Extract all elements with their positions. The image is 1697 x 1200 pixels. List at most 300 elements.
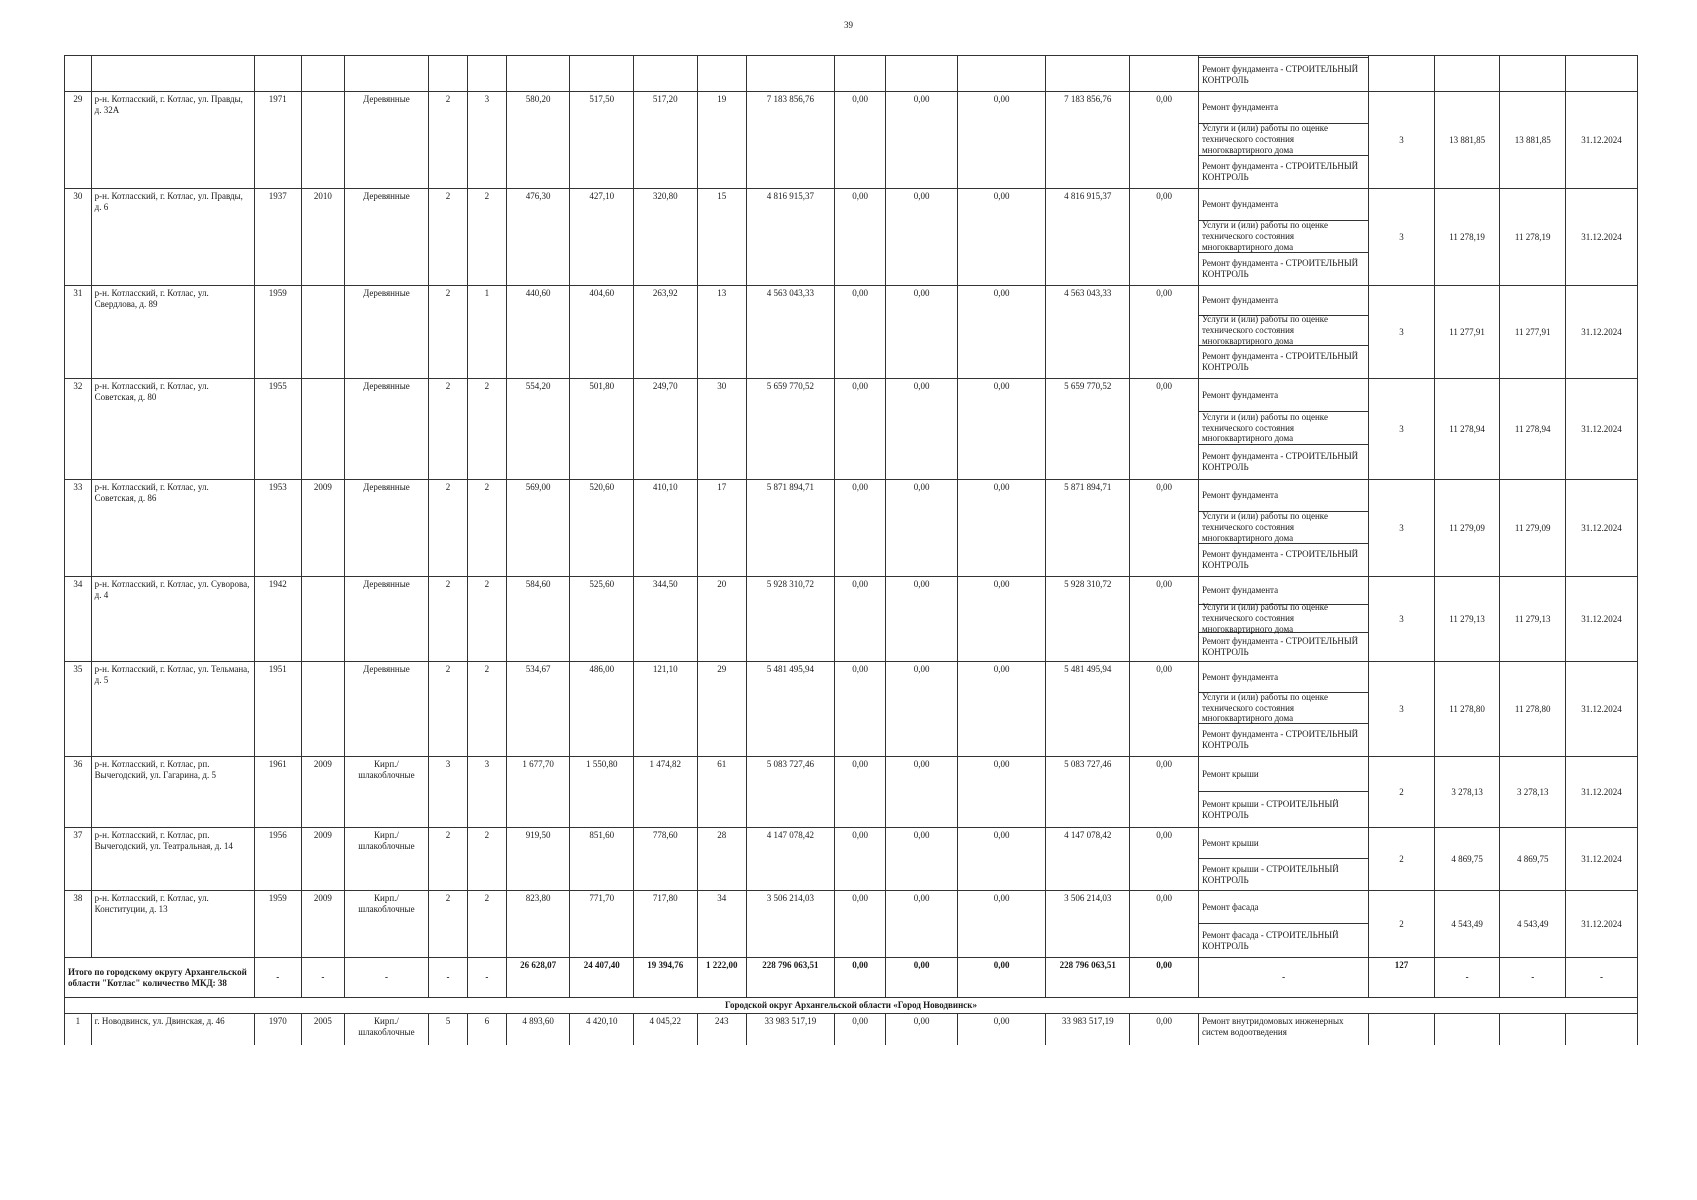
- total-area-cell: 569,00: [506, 480, 570, 577]
- max-cost-cell: 11 279,09: [1500, 480, 1566, 577]
- residents-cell: 17: [697, 480, 746, 577]
- total-area-cell: 823,80: [506, 891, 570, 958]
- address-cell: р-н. Котласский, г. Котлас, ул. Тельмана, д. 5: [91, 662, 254, 757]
- residents-cell: 29: [697, 662, 746, 757]
- fund-regional-cell: 0,00: [886, 189, 958, 286]
- max-cost-cell: 11 278,94: [1500, 379, 1566, 480]
- work-item: Ремонт фундамента - СТРОИТЕЛЬНЫЙ КОНТРОЛЬ: [1201, 729, 1359, 750]
- floors-cell: 2: [428, 480, 467, 577]
- floors-cell: 2: [428, 286, 467, 379]
- residents-cell: 30: [697, 379, 746, 480]
- work-item: Ремонт фундамента - СТРОИТЕЛЬНЫЙ КОНТРОЛЬ: [1201, 258, 1359, 279]
- fund-other-cell: 0,00: [1130, 92, 1199, 189]
- floors-cell: 2: [428, 662, 467, 757]
- table-row: [65, 92, 1638, 189]
- row-number-cell: 35: [65, 662, 92, 757]
- total-dash-cell: -: [1198, 958, 1368, 998]
- cost-total-cell: 5 871 894,71: [746, 480, 834, 577]
- fund-regional-cell: 0,00: [886, 828, 958, 891]
- cost-total-cell: 4 816 915,37: [746, 189, 834, 286]
- fund-regional-cell: 0,00: [886, 480, 958, 577]
- work-item: Услуги и (или) работы по оценке технического состояния многоквартирного дома: [1199, 605, 1368, 633]
- total-fund-mun-cell: 0,00: [958, 958, 1046, 998]
- residential-area-cell: 4 045,22: [634, 1013, 698, 1045]
- floors-cell: 2: [428, 577, 467, 662]
- max-cost-cell: 11 278,80: [1500, 662, 1566, 757]
- year-repair-cell: [301, 286, 344, 379]
- residents-cell: 13: [697, 286, 746, 379]
- residential-area-cell: 344,50: [634, 577, 698, 662]
- fund-other-cell: 0,00: [1130, 189, 1199, 286]
- year-repair-cell: 2010: [301, 189, 344, 286]
- work-item: Услуги и (или) работы по оценке технического состояния многоквартирного дома: [1199, 693, 1368, 724]
- year-built-cell: 1961: [254, 757, 301, 828]
- deadline-cell: 31.12.2024: [1566, 286, 1638, 379]
- work-item: Ремонт фундамента: [1199, 189, 1368, 221]
- fund-other-cell: 0,00: [1130, 757, 1199, 828]
- residential-area-cell: 249,70: [634, 379, 698, 480]
- table-row: [65, 1013, 1638, 1045]
- fund-municipal-cell: 0,00: [958, 891, 1046, 958]
- total-residents-cell: 1 222,00: [697, 958, 746, 998]
- fund-regional-cell: 0,00: [886, 757, 958, 828]
- works-cell: [1198, 662, 1368, 757]
- residents-cell: 34: [697, 891, 746, 958]
- works-cell: [1198, 480, 1368, 577]
- work-item: Ремонт крыши: [1199, 828, 1368, 859]
- total-area-cell: 440,60: [506, 286, 570, 379]
- residents-cell: 19: [697, 92, 746, 189]
- table-row: [65, 189, 1638, 286]
- total-area-cell: 476,30: [506, 189, 570, 286]
- total-dash-cell: -: [1566, 958, 1638, 998]
- fund-owners-cell: 33 983 517,19: [1046, 1013, 1130, 1045]
- floors-cell: 2: [428, 92, 467, 189]
- cost-total-cell: 3 506 214,03: [746, 891, 834, 958]
- wall-material-cell: Кирп./ шлакоблочные: [344, 891, 428, 958]
- year-repair-cell: [301, 92, 344, 189]
- address-cell: р-н. Котласский, г. Котлас, ул. Советская, д. 80: [91, 379, 254, 480]
- wall-material-cell: Кирп./ шлакоблочные: [344, 1013, 428, 1045]
- fund-owners-cell: 7 183 856,76: [1046, 92, 1130, 189]
- address-cell: р-н. Котласский, г. Котлас, рп. Вычегодский, ул. Гагарина, д. 5: [91, 757, 254, 828]
- table-row: [65, 286, 1638, 379]
- max-cost-cell: 11 278,19: [1500, 189, 1566, 286]
- wall-material-cell: Кирп./ шлакоблочные: [344, 757, 428, 828]
- work-item: Ремонт крыши - СТРОИТЕЛЬНЫЙ КОНТРОЛЬ: [1201, 798, 1339, 820]
- residential-area-cell: 410,10: [634, 480, 698, 577]
- total-fund-reg-cell: 0,00: [886, 958, 958, 998]
- residents-cell: 20: [697, 577, 746, 662]
- cost-total-cell: 5 659 770,52: [746, 379, 834, 480]
- entrances-cell: 3: [467, 92, 506, 189]
- unit-cost-cell: 11 278,19: [1434, 189, 1500, 286]
- total-row: [65, 958, 1638, 998]
- entrances-cell: 2: [467, 828, 506, 891]
- row-number-cell: 31: [65, 286, 92, 379]
- entrances-cell: 3: [467, 757, 506, 828]
- repair-program-table: [64, 55, 1638, 1045]
- fund-regional-cell: 0,00: [886, 379, 958, 480]
- fund-municipal-cell: 0,00: [958, 757, 1046, 828]
- year-built-cell: 1956: [254, 828, 301, 891]
- living-area-cell: 525,60: [570, 577, 634, 662]
- residential-area-cell: 1 474,82: [634, 757, 698, 828]
- wall-material-cell: Деревянные: [344, 577, 428, 662]
- total-area-cell: 534,67: [506, 662, 570, 757]
- year-built-cell: 1951: [254, 662, 301, 757]
- year-built-cell: 1942: [254, 577, 301, 662]
- address-cell: р-н. Котласский, г. Котлас, ул. Советская, д. 86: [91, 480, 254, 577]
- entrances-cell: 2: [467, 891, 506, 958]
- unit-cost-cell: 11 278,94: [1434, 379, 1500, 480]
- fund-municipal-cell: 0,00: [958, 286, 1046, 379]
- fund-regional-cell: 0,00: [886, 92, 958, 189]
- fund-regional-cell: 0,00: [886, 577, 958, 662]
- fund-federal-cell: 0,00: [834, 92, 885, 189]
- unit-cost-cell: 13 881,85: [1434, 92, 1500, 189]
- fund-federal-cell: 0,00: [834, 189, 885, 286]
- total-dash-cell: -: [254, 958, 301, 998]
- fund-federal-cell: 0,00: [834, 379, 885, 480]
- year-repair-cell: 2009: [301, 757, 344, 828]
- total-area-resid-cell: 19 394,76: [634, 958, 698, 998]
- work-item: Ремонт фундамента - СТРОИТЕЛЬНЫЙ КОНТРОЛЬ: [1199, 57, 1368, 91]
- work-count-cell: 3: [1369, 286, 1435, 379]
- row-number-cell: 37: [65, 828, 92, 891]
- total-dash-cell: -: [428, 958, 467, 998]
- work-item: Ремонт фундамента: [1199, 92, 1368, 124]
- entrances-cell: 2: [467, 480, 506, 577]
- work-item: Ремонт фундамента - СТРОИТЕЛЬНЫЙ КОНТРОЛЬ: [1201, 161, 1359, 182]
- entrances-cell: 6: [467, 1013, 506, 1045]
- row-number-cell: 29: [65, 92, 92, 189]
- table-row: [65, 379, 1638, 480]
- work-item: Услуги и (или) работы по оценке технического состояния многоквартирного дома: [1199, 124, 1368, 156]
- section-title: Городской округ Архангельской области «Город Новодвинск»: [65, 998, 1638, 1014]
- fund-regional-cell: 0,00: [886, 891, 958, 958]
- work-item: Услуги и (или) работы по оценке технического состояния многоквартирного дома: [1199, 316, 1368, 346]
- total-area-cell: 580,20: [506, 92, 570, 189]
- total-fund-own-cell: 228 796 063,51: [1046, 958, 1130, 998]
- row-number-cell: 1: [65, 1013, 92, 1045]
- fund-other-cell: 0,00: [1130, 891, 1199, 958]
- year-built-cell: 1937: [254, 189, 301, 286]
- fund-regional-cell: 0,00: [886, 662, 958, 757]
- living-area-cell: 4 420,10: [570, 1013, 634, 1045]
- fund-federal-cell: 0,00: [834, 662, 885, 757]
- table-row: [65, 891, 1638, 958]
- entrances-cell: 2: [467, 577, 506, 662]
- total-dash-cell: -: [344, 958, 428, 998]
- carryover-row: [65, 56, 1638, 92]
- address-cell: р-н. Котласский, г. Котлас, ул. Свердлова, д. 89: [91, 286, 254, 379]
- year-built-cell: 1959: [254, 891, 301, 958]
- living-area-cell: 771,70: [570, 891, 634, 958]
- wall-material-cell: Деревянные: [344, 480, 428, 577]
- work-item: Ремонт крыши - СТРОИТЕЛЬНЫЙ КОНТРОЛЬ: [1201, 863, 1339, 885]
- residential-area-cell: 320,80: [634, 189, 698, 286]
- wall-material-cell: Деревянные: [344, 662, 428, 757]
- row-number-cell: 38: [65, 891, 92, 958]
- work-count-cell: 3: [1369, 480, 1435, 577]
- total-dash-cell: -: [1434, 958, 1500, 998]
- table-row: [65, 757, 1638, 828]
- living-area-cell: 427,10: [570, 189, 634, 286]
- work-item: Ремонт фундамента: [1199, 662, 1368, 693]
- work-count-cell: 2: [1369, 828, 1435, 891]
- fund-federal-cell: 0,00: [834, 757, 885, 828]
- residents-cell: 15: [697, 189, 746, 286]
- work-item: Ремонт фасада - СТРОИТЕЛЬНЫЙ КОНТРОЛЬ: [1201, 929, 1339, 951]
- fund-municipal-cell: 0,00: [958, 662, 1046, 757]
- row-number-cell: 33: [65, 480, 92, 577]
- wall-material-cell: Деревянные: [344, 286, 428, 379]
- floors-cell: 2: [428, 189, 467, 286]
- total-fund-fed-cell: 0,00: [834, 958, 885, 998]
- address-cell: р-н. Котласский, г. Котлас, ул. Правды, д. 32А: [91, 92, 254, 189]
- address-cell: р-н. Котласский, г. Котлас, рп. Вычегодский, ул. Театральная, д. 14: [91, 828, 254, 891]
- cost-total-cell: 5 083 727,46: [746, 757, 834, 828]
- entrances-cell: 1: [467, 286, 506, 379]
- living-area-cell: 486,00: [570, 662, 634, 757]
- works-cell: [1198, 577, 1368, 662]
- works-cell: [1198, 189, 1368, 286]
- cost-total-cell: 5 481 495,94: [746, 662, 834, 757]
- fund-owners-cell: 5 083 727,46: [1046, 757, 1130, 828]
- total-area-total-cell: 26 628,07: [506, 958, 570, 998]
- max-cost-cell: 11 279,13: [1500, 577, 1566, 662]
- unit-cost-cell: 11 279,09: [1434, 480, 1500, 577]
- total-dash-cell: -: [301, 958, 344, 998]
- work-item: Ремонт фасада: [1199, 891, 1368, 924]
- row-number-cell: 36: [65, 757, 92, 828]
- total-area-cell: 1 677,70: [506, 757, 570, 828]
- total-cost-total-cell: 228 796 063,51: [746, 958, 834, 998]
- residents-cell: 243: [697, 1013, 746, 1045]
- fund-municipal-cell: 0,00: [958, 828, 1046, 891]
- fund-other-cell: 0,00: [1130, 1013, 1199, 1045]
- max-cost-cell: 4 869,75: [1500, 828, 1566, 891]
- work-item: Ремонт фундамента - СТРОИТЕЛЬНЫЙ КОНТРОЛЬ: [1201, 549, 1359, 570]
- floors-cell: 2: [428, 828, 467, 891]
- max-cost-cell: 11 277,91: [1500, 286, 1566, 379]
- work-item: Ремонт фундамента: [1199, 286, 1368, 316]
- living-area-cell: 520,60: [570, 480, 634, 577]
- cost-total-cell: 7 183 856,76: [746, 92, 834, 189]
- total-area-living-cell: 24 407,40: [570, 958, 634, 998]
- unit-cost-cell: 4 869,75: [1434, 828, 1500, 891]
- total-area-cell: 584,60: [506, 577, 570, 662]
- table-row: [65, 480, 1638, 577]
- total-dash-cell: -: [1500, 958, 1566, 998]
- deadline-cell: 31.12.2024: [1566, 891, 1638, 958]
- cost-total-cell: 33 983 517,19: [746, 1013, 834, 1045]
- floors-cell: 2: [428, 379, 467, 480]
- work-item: Услуги и (или) работы по оценке технического состояния многоквартирного дома: [1199, 221, 1368, 253]
- table-row: [65, 662, 1638, 757]
- deadline-cell: 31.12.2024: [1566, 379, 1638, 480]
- fund-other-cell: 0,00: [1130, 286, 1199, 379]
- work-item: Ремонт фундамента - СТРОИТЕЛЬНЫЙ КОНТРОЛЬ: [1201, 636, 1359, 657]
- living-area-cell: 851,60: [570, 828, 634, 891]
- fund-owners-cell: 5 659 770,52: [1046, 379, 1130, 480]
- wall-material-cell: Деревянные: [344, 379, 428, 480]
- works-cell: [1198, 757, 1368, 828]
- year-repair-cell: 2005: [301, 1013, 344, 1045]
- fund-owners-cell: 5 928 310,72: [1046, 577, 1130, 662]
- work-item: Ремонт фундамента - СТРОИТЕЛЬНЫЙ КОНТРОЛЬ: [1201, 351, 1359, 372]
- work-item: Ремонт крыши: [1199, 757, 1368, 792]
- max-cost-cell: 3 278,13: [1500, 757, 1566, 828]
- fund-other-cell: 0,00: [1130, 662, 1199, 757]
- total-fund-other-cell: 0,00: [1130, 958, 1199, 998]
- fund-municipal-cell: 0,00: [958, 1013, 1046, 1045]
- residential-area-cell: 717,80: [634, 891, 698, 958]
- max-cost-cell: 13 881,85: [1500, 92, 1566, 189]
- residents-cell: 28: [697, 828, 746, 891]
- cost-total-cell: 5 928 310,72: [746, 577, 834, 662]
- address-cell: р-н. Котласский, г. Котлас, ул. Суворова, д. 4: [91, 577, 254, 662]
- row-number-cell: 34: [65, 577, 92, 662]
- wall-material-cell: Кирп./ шлакоблочные: [344, 828, 428, 891]
- living-area-cell: 1 550,80: [570, 757, 634, 828]
- residential-area-cell: 778,60: [634, 828, 698, 891]
- deadline-cell: 31.12.2024: [1566, 577, 1638, 662]
- total-dash-cell: -: [467, 958, 506, 998]
- deadline-cell: 31.12.2024: [1566, 480, 1638, 577]
- section-header-row: [65, 998, 1638, 1014]
- table-row: [65, 577, 1638, 662]
- living-area-cell: 404,60: [570, 286, 634, 379]
- fund-regional-cell: 0,00: [886, 286, 958, 379]
- residents-cell: 61: [697, 757, 746, 828]
- residential-area-cell: 517,20: [634, 92, 698, 189]
- wall-material-cell: Деревянные: [344, 189, 428, 286]
- fund-municipal-cell: 0,00: [958, 189, 1046, 286]
- fund-federal-cell: 0,00: [834, 286, 885, 379]
- work-count-cell: 3: [1369, 577, 1435, 662]
- work-item: Услуги и (или) работы по оценке технического состояния многоквартирного дома: [1199, 512, 1368, 544]
- unit-cost-cell: 11 277,91: [1434, 286, 1500, 379]
- fund-federal-cell: 0,00: [834, 577, 885, 662]
- row-number-cell: 32: [65, 379, 92, 480]
- work-count-cell: 3: [1369, 379, 1435, 480]
- work-count-cell: 3: [1369, 92, 1435, 189]
- max-cost-cell: 4 543,49: [1500, 891, 1566, 958]
- living-area-cell: 501,80: [570, 379, 634, 480]
- table-row: [65, 828, 1638, 891]
- entrances-cell: 2: [467, 379, 506, 480]
- cost-total-cell: 4 563 043,33: [746, 286, 834, 379]
- fund-municipal-cell: 0,00: [958, 379, 1046, 480]
- deadline-cell: 31.12.2024: [1566, 189, 1638, 286]
- entrances-cell: 2: [467, 662, 506, 757]
- address-cell: р-н. Котласский, г. Котлас, ул. Правды, д. 6: [91, 189, 254, 286]
- work-item: Ремонт фундамента - СТРОИТЕЛЬНЫЙ КОНТРОЛЬ: [1201, 451, 1359, 472]
- fund-owners-cell: 5 871 894,71: [1046, 480, 1130, 577]
- year-repair-cell: [301, 379, 344, 480]
- work-item: Ремонт фундамента: [1199, 480, 1368, 512]
- fund-federal-cell: 0,00: [834, 480, 885, 577]
- work-count-cell: 3: [1369, 662, 1435, 757]
- fund-other-cell: 0,00: [1130, 379, 1199, 480]
- year-built-cell: 1970: [254, 1013, 301, 1045]
- total-work-count-cell: 127: [1369, 958, 1435, 998]
- unit-cost-cell: 11 279,13: [1434, 577, 1500, 662]
- total-area-cell: 554,20: [506, 379, 570, 480]
- fund-federal-cell: 0,00: [834, 891, 885, 958]
- deadline-cell: 31.12.2024: [1566, 757, 1638, 828]
- address-cell: г. Новодвинск, ул. Двинская, д. 46: [91, 1013, 254, 1045]
- fund-other-cell: 0,00: [1130, 480, 1199, 577]
- year-built-cell: 1959: [254, 286, 301, 379]
- row-number-cell: 30: [65, 189, 92, 286]
- year-repair-cell: 2009: [301, 828, 344, 891]
- page-number: 39: [844, 20, 853, 30]
- year-built-cell: 1971: [254, 92, 301, 189]
- fund-federal-cell: 0,00: [834, 828, 885, 891]
- total-label-cell: Итого по городскому округу Архангельской области "Котлас" количество МКД: 38: [65, 958, 255, 998]
- work-item: Услуги и (или) работы по оценке технического состояния многоквартирного дома: [1199, 412, 1368, 445]
- deadline-cell: 31.12.2024: [1566, 92, 1638, 189]
- cost-total-cell: 4 147 078,42: [746, 828, 834, 891]
- fund-regional-cell: 0,00: [886, 1013, 958, 1045]
- year-repair-cell: 2009: [301, 480, 344, 577]
- fund-other-cell: 0,00: [1130, 577, 1199, 662]
- year-repair-cell: [301, 662, 344, 757]
- fund-municipal-cell: 0,00: [958, 92, 1046, 189]
- fund-other-cell: 0,00: [1130, 828, 1199, 891]
- floors-cell: 3: [428, 757, 467, 828]
- work-count-cell: 3: [1369, 189, 1435, 286]
- works-cell: [1198, 379, 1368, 480]
- floors-cell: 5: [428, 1013, 467, 1045]
- work-item: Ремонт внутридомовых инженерных систем водоотведения: [1198, 1013, 1368, 1045]
- year-built-cell: 1955: [254, 379, 301, 480]
- year-repair-cell: [301, 577, 344, 662]
- works-cell: [1198, 828, 1368, 891]
- fund-owners-cell: 5 481 495,94: [1046, 662, 1130, 757]
- unit-cost-cell: 11 278,80: [1434, 662, 1500, 757]
- floors-cell: 2: [428, 891, 467, 958]
- year-built-cell: 1953: [254, 480, 301, 577]
- fund-owners-cell: 4 563 043,33: [1046, 286, 1130, 379]
- unit-cost-cell: 3 278,13: [1434, 757, 1500, 828]
- deadline-cell: 31.12.2024: [1566, 662, 1638, 757]
- entrances-cell: 2: [467, 189, 506, 286]
- works-cell: [1198, 92, 1368, 189]
- fund-owners-cell: 4 147 078,42: [1046, 828, 1130, 891]
- address-cell: р-н. Котласский, г. Котлас, ул. Конституции, д. 13: [91, 891, 254, 958]
- works-cell: [1198, 891, 1368, 958]
- fund-municipal-cell: 0,00: [958, 480, 1046, 577]
- fund-municipal-cell: 0,00: [958, 577, 1046, 662]
- year-repair-cell: 2009: [301, 891, 344, 958]
- wall-material-cell: Деревянные: [344, 92, 428, 189]
- fund-federal-cell: 0,00: [834, 1013, 885, 1045]
- residential-area-cell: 263,92: [634, 286, 698, 379]
- total-area-cell: 919,50: [506, 828, 570, 891]
- work-item: Ремонт фундамента: [1199, 379, 1368, 412]
- living-area-cell: 517,50: [570, 92, 634, 189]
- fund-owners-cell: 3 506 214,03: [1046, 891, 1130, 958]
- works-cell: [1198, 286, 1368, 379]
- work-count-cell: 2: [1369, 757, 1435, 828]
- work-count-cell: 2: [1369, 891, 1435, 958]
- residential-area-cell: 121,10: [634, 662, 698, 757]
- deadline-cell: 31.12.2024: [1566, 828, 1638, 891]
